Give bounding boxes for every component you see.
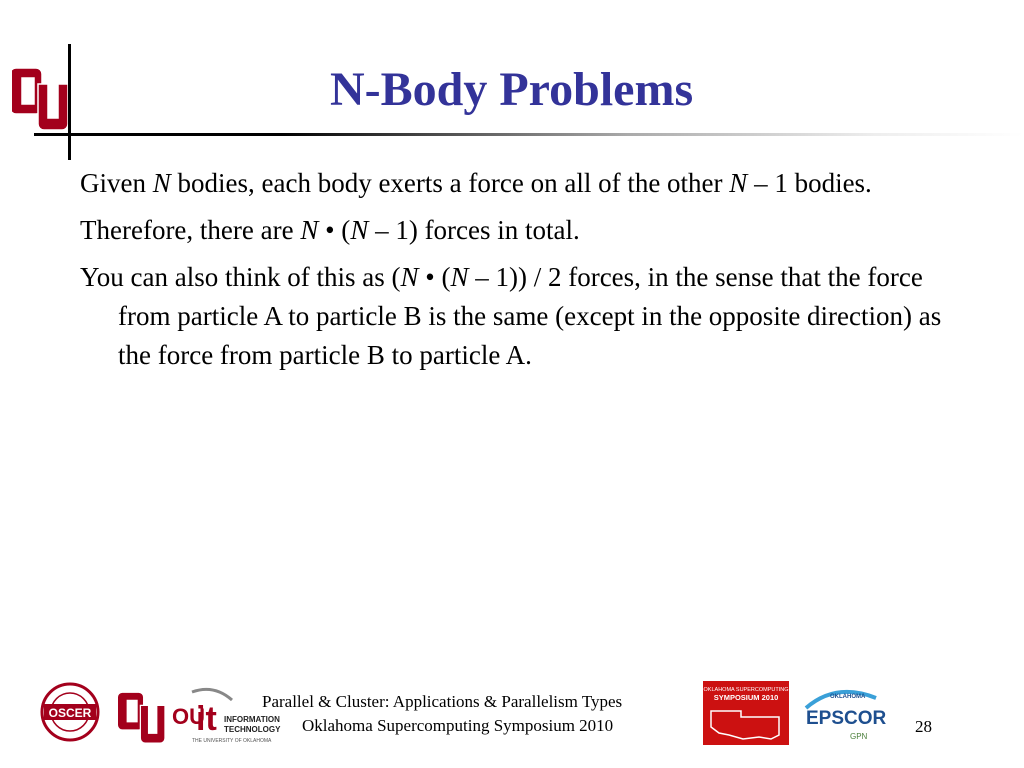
it-line2: TECHNOLOGY bbox=[224, 725, 281, 734]
text-run: – 1) forces in total. bbox=[368, 215, 580, 245]
math-variable: N bbox=[400, 262, 419, 292]
footer-course-title: Parallel & Cluster: Applications & Parallelism Types bbox=[262, 692, 623, 711]
body-paragraph bbox=[80, 164, 960, 203]
ou-footer-logo bbox=[118, 684, 166, 748]
body-paragraph bbox=[80, 258, 960, 375]
ou-it-mark: OU bbox=[172, 704, 205, 729]
symposium-line1: OKLAHOMA SUPERCOMPUTING bbox=[703, 687, 789, 693]
footer-text bbox=[262, 690, 622, 738]
text-run: – 1 bodies. bbox=[747, 168, 872, 198]
oscer-logo-text: OSCER bbox=[48, 706, 92, 720]
math-variable: N bbox=[300, 215, 319, 245]
text-run: bodies, each body exerts a force on all of the other bbox=[170, 168, 730, 198]
text-run: – 1)) / 2 forces, in the sense that the force from particle A to particle B is the same (except in the opposite direction) as the force from particle B to particle A. bbox=[118, 262, 942, 370]
footer-event-name: Oklahoma Supercomputing Symposium 2010 bbox=[302, 716, 614, 735]
slide-body bbox=[80, 164, 960, 383]
oscer-logo bbox=[24, 682, 116, 742]
symposium-line2: SYMPOSIUM 2010 bbox=[713, 693, 779, 702]
it-mark: it bbox=[196, 700, 217, 738]
ou-logo bbox=[12, 58, 68, 136]
symposium-2010-logo bbox=[703, 681, 789, 745]
text-run: • ( bbox=[418, 262, 451, 292]
text-run: Therefore, there are bbox=[80, 215, 301, 245]
text-run: Given bbox=[80, 168, 153, 198]
it-line3: THE UNIVERSITY OF OKLAHOMA bbox=[192, 738, 272, 744]
epscor-sub: GPN bbox=[850, 732, 868, 741]
math-variable: N bbox=[152, 168, 171, 198]
title-horizontal-rule bbox=[34, 133, 1024, 136]
math-variable: N bbox=[450, 262, 469, 292]
text-run: • ( bbox=[318, 215, 351, 245]
title-vertical-rule bbox=[68, 44, 71, 160]
epscor-main: EPSCOR bbox=[806, 708, 887, 729]
epscor-top: OKLAHOMA bbox=[830, 694, 866, 700]
math-variable: N bbox=[729, 168, 748, 198]
body-paragraph bbox=[80, 211, 960, 250]
slide-title: N-Body Problems bbox=[330, 63, 694, 116]
page-number: 28 bbox=[915, 717, 932, 736]
math-variable: N bbox=[350, 215, 369, 245]
epscor-logo bbox=[800, 684, 900, 744]
it-line1: INFORMATION bbox=[224, 715, 280, 724]
text-run: You can also think of this as ( bbox=[80, 262, 401, 292]
